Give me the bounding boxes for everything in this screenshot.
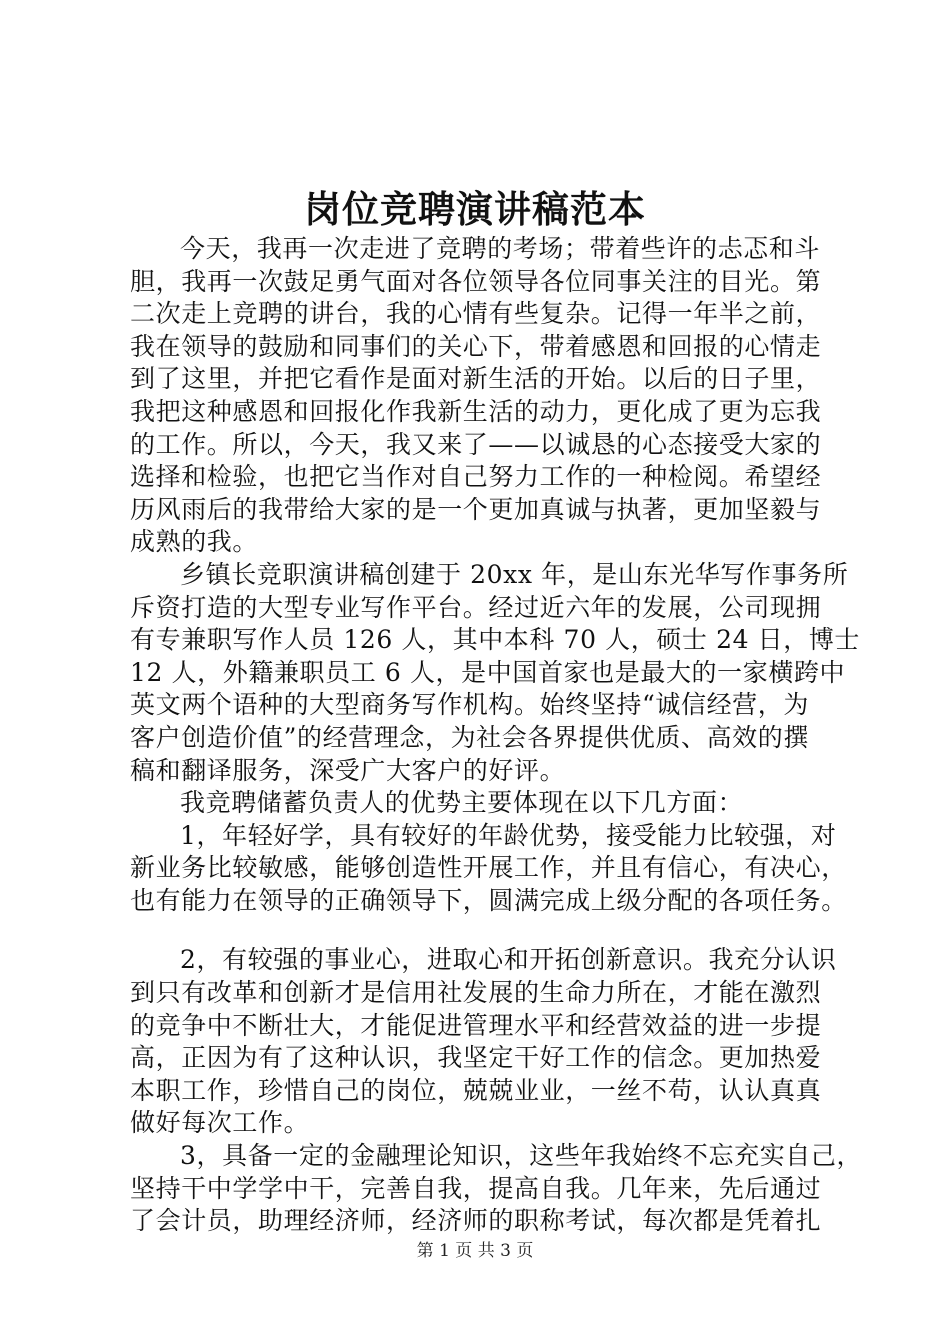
- document-body: [130, 233, 863, 1238]
- text-line: 3，具备一定的金融理论知识，这些年我始终不忘充实自己，: [180, 1141, 863, 1171]
- text-line: 选择和检验，也把它当作对自己努力工作的一种检阅。希望经: [130, 462, 822, 492]
- document-title: 岗位竞聘演讲稿范本: [304, 187, 646, 231]
- text-line: 做好每次工作。: [130, 1108, 310, 1138]
- text-line: 二次走上竞聘的讲台，我的心情有些复杂。记得一年半之前，: [130, 299, 822, 329]
- text-line: 乡镇长竞职演讲稿创建于 20xx 年，是山东光华写作事务所: [180, 559, 849, 589]
- text-line: 英文两个语种的大型商务写作机构。始终坚持“诚信经营，为: [130, 690, 809, 720]
- text-line: 的工作。所以，今天，我又来了——以诚恳的心态接受大家的: [130, 429, 822, 459]
- text-line: 新业务比较敏感，能够创造性开展工作，并且有信心，有决心，: [130, 853, 847, 883]
- text-line: 今天，我再一次走进了竞聘的考场；带着些许的忐忑和斗: [180, 234, 821, 263]
- text-line: 历风雨后的我带给大家的是一个更加真诚与执著，更加坚毅与: [130, 494, 822, 524]
- text-line: 到只有改革和创新才是信用社发展的生命力所在，才能在激烈: [130, 978, 822, 1008]
- text-line: 成熟的我。: [130, 527, 259, 557]
- text-line: 客户创造价值”的经营理念，为社会各界提供优质、高效的撰: [130, 722, 809, 752]
- text-line: 胆，我再一次鼓足勇气面对各位领导各位同事关注的目光。第: [130, 266, 822, 296]
- text-line: 也有能力在领导的正确领导下，圆满完成上级分配的各项任务。: [130, 885, 847, 915]
- text-line: 的竞争中不断壮大，才能促进管理水平和经营效益的进一步提: [130, 1010, 822, 1040]
- text-line: 高，正因为有了这种认识，我坚定干好工作的信念。更加热爱: [130, 1043, 822, 1073]
- text-line: 本职工作，珍惜自己的岗位，兢兢业业，一丝不苟，认认真真: [130, 1075, 822, 1105]
- text-line: 1，年轻好学，具有较好的年龄优势，接受能力比较强，对: [180, 820, 837, 850]
- paragraph-gap: [130, 917, 830, 944]
- text-line: 我把这种感恩和回报化作我新生活的动力，更化成了更为忘我: [130, 396, 822, 426]
- text-line: 坚持干中学学中干，完善自我，提高自我。几年来，先后通过: [130, 1173, 822, 1203]
- text-line: 12 人，外籍兼职员工 6 人，是中国首家也是最大的一家横跨中: [130, 657, 846, 687]
- text-line: 斥资打造的大型专业写作平台。经过近六年的发展，公司现拥: [130, 592, 822, 622]
- text-line: 稿和翻译服务，深受广大客户的好评。: [130, 755, 566, 785]
- text-line: 了会计员，助理经济师，经济师的职称考试，每次都是凭着扎: [130, 1206, 822, 1236]
- page-footer: 第 1 页 共 3 页: [416, 1241, 534, 1261]
- text-line: 我在领导的鼓励和同事们的关心下，带着感恩和回报的心情走: [130, 331, 822, 361]
- text-line: 2，有较强的事业心，进取心和开拓创新意识。我充分认识: [180, 945, 837, 975]
- text-line: 我竞聘储蓄负责人的优势主要体现在以下几方面：: [180, 788, 744, 818]
- text-line: 有专兼职写作人员 126 人，其中本科 70 人，硕士 24 日，博士: [130, 625, 861, 655]
- text-line: 到了这里，并把它看作是面对新生活的开始。以后的日子里，: [130, 364, 822, 394]
